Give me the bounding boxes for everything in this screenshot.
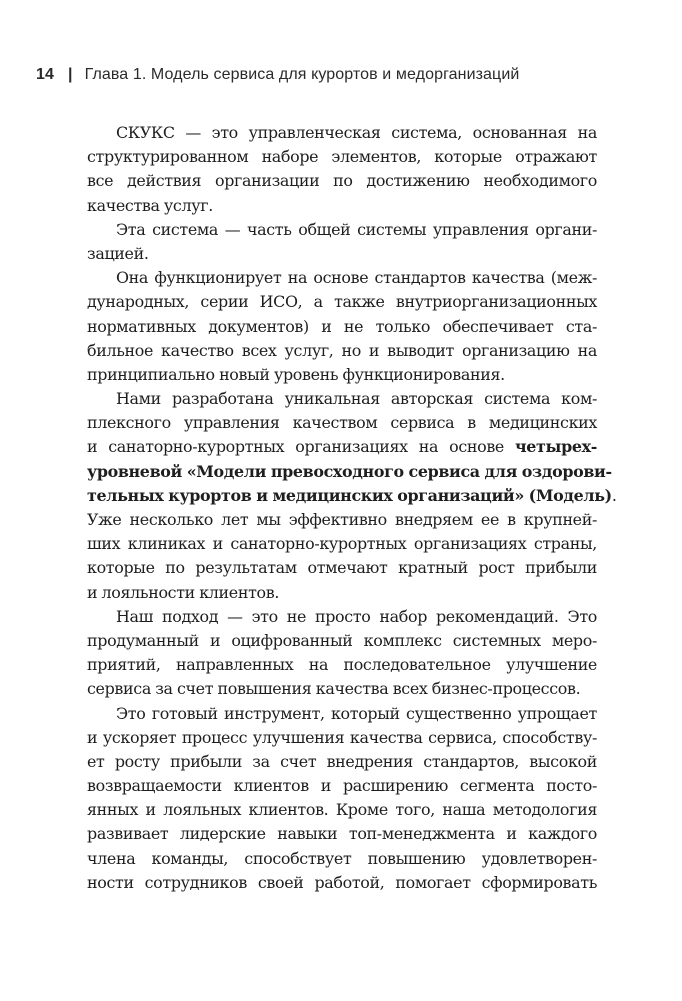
running-header bbox=[36, 66, 652, 84]
text-line: и лояльности клиентов. bbox=[87, 582, 280, 602]
text-line: качества услуг. bbox=[87, 195, 213, 215]
text-run: . bbox=[611, 485, 617, 505]
text-line: ших клиниках и санаторно-курортных организациях страны, bbox=[87, 534, 597, 554]
text-line: Эта система — часть общей системы управления органи- bbox=[116, 219, 597, 239]
text-line: структурированном наборе элементов, которые отражают bbox=[87, 147, 597, 167]
paragraph-3 bbox=[87, 266, 597, 387]
text-line: плексного управления качеством сервиса в медицинских bbox=[87, 413, 597, 433]
paragraph-1 bbox=[87, 121, 597, 218]
text-run: и санаторно-курортных организациях на основе bbox=[87, 437, 515, 457]
text-line: Она функционирует на основе стандартов качества (меж- bbox=[116, 268, 597, 288]
text-line: Наш подход — это не просто набор рекомендаций. Это bbox=[116, 606, 597, 626]
text-line: сервиса за счет повышения качества всех бизнес-процессов. bbox=[87, 679, 581, 699]
text-line-mixed bbox=[87, 484, 617, 508]
text-line: принципиально новый уровень функционирования. bbox=[87, 364, 505, 384]
chapter-title: Глава 1. Модель сервиса для курортов и медорганизаций bbox=[84, 66, 520, 83]
page-number: 14 bbox=[36, 66, 54, 83]
text-line: ет росту прибыли за счет внедрения стандартов, высокой bbox=[87, 751, 597, 771]
text-line: развивает лидерские навыки топ-менеджмента и каждого bbox=[87, 824, 597, 844]
paragraph-6 bbox=[87, 702, 597, 896]
text-line-mixed bbox=[87, 435, 597, 459]
paragraph-4 bbox=[87, 387, 617, 605]
text-line: Это готовый инструмент, который существенно упрощает bbox=[116, 703, 597, 723]
text-line: Нами разработана уникальная авторская система ком- bbox=[116, 389, 597, 409]
bold-text-run: четырех- bbox=[514, 437, 597, 457]
text-line: Уже несколько лет мы эффективно внедряем ее в крупней- bbox=[87, 510, 597, 529]
text-line: дународных, серии ИСО, а также внутриорганизационных bbox=[87, 292, 597, 312]
text-line: бильное качество всех услуг, но и выводит организацию на bbox=[87, 340, 597, 360]
paragraph-5 bbox=[87, 605, 597, 702]
bold-text-line: уровневой «Модели превосходного сервиса для оздорови- bbox=[87, 461, 612, 481]
text-line: и ускоряет процесс улучшения качества сервиса, способству- bbox=[87, 727, 597, 747]
page-body bbox=[87, 121, 617, 895]
text-line: ности сотрудников своей работой, помогает сформировать bbox=[87, 872, 597, 892]
text-line: приятий, направленных на последовательное улучшение bbox=[87, 655, 597, 675]
text-line: нормативных документов) и не только обеспечивает ста- bbox=[87, 316, 597, 336]
text-line: продуманный и оцифрованный комплекс системных меро- bbox=[87, 630, 597, 650]
text-line: СКУКС — это управленческая система, основанная на bbox=[116, 123, 597, 142]
text-line: янных и лояльных клиентов. Кроме того, наша методология bbox=[87, 800, 597, 820]
paragraph-2 bbox=[87, 218, 597, 266]
header-separator: | bbox=[68, 66, 73, 83]
text-line: все действия организации по достижению необходимого bbox=[87, 171, 597, 191]
text-line: которые по результатам отмечают кратный рост прибыли bbox=[87, 558, 597, 578]
text-line: члена команды, способствует повышению удовлетворен- bbox=[87, 848, 597, 868]
text-line: возвращаемости клиентов и расширению сегмента посто- bbox=[87, 776, 597, 796]
text-line: зацией. bbox=[87, 243, 149, 263]
bold-text-run: тельных курортов и медицинских организаций» (Модель) bbox=[87, 485, 612, 505]
